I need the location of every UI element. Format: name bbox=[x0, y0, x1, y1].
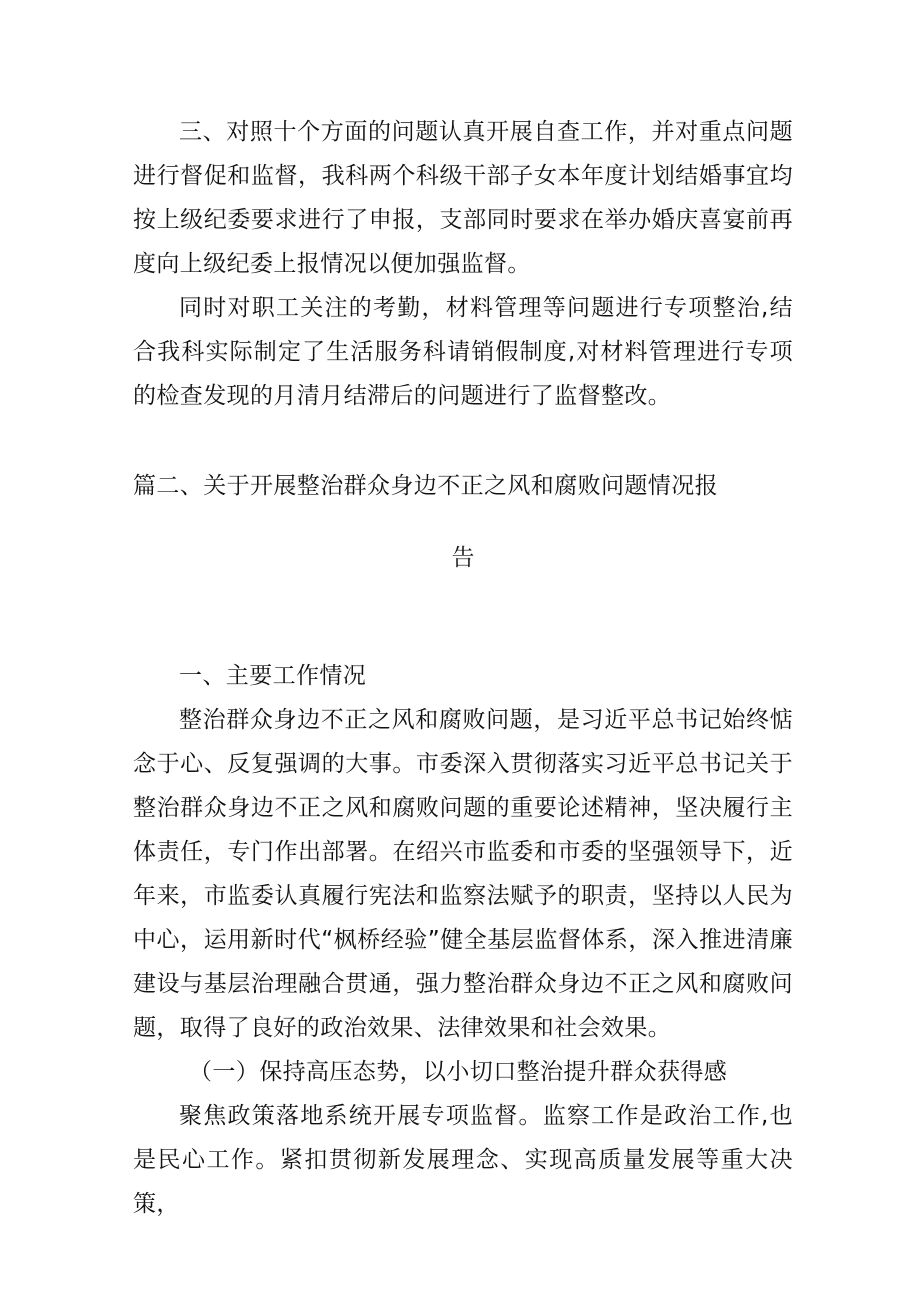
paragraph-self-inspection: 三、对照十个方面的问题认真开展自查工作，并对重点问题进行督促和监督，我科两个科级干部子女本年度计划结婚事宜均按上级纪委要求进行了申报，支部同时要求在举办婚庆喜宴前再度向上级纪委上报情况以便加强监督。 bbox=[133, 119, 793, 277]
section-one-block bbox=[133, 110, 793, 418]
document-title-line-2: 告 bbox=[451, 545, 475, 571]
sub-heading-high-pressure: （一）保持高压态势，以小切口整治提升群众获得感 bbox=[189, 1059, 728, 1085]
section-two-block bbox=[133, 654, 793, 1226]
paragraph-special-rectification: 同时对职工关注的考勤，材料管理等问题进行专项整治,结合我科实际制定了生活服务科请销假制度,对材料管理进行专项的检查发现的月清月结滞后的问题进行了监督整改。 bbox=[133, 295, 793, 409]
section-heading-main-work: 一、主要工作情况 bbox=[179, 663, 367, 689]
document-title-line-1: 篇二、关于开展整治群众身边不正之风和腐败问题情况报 bbox=[133, 473, 718, 499]
paragraph-main-work: 整治群众身边不正之风和腐败问题，是习近平总书记始终惦念于心、反复强调的大事。市委深入贯彻落实习近平总书记关于整治群众身边不正之风和腐败问题的重要论述精神，坚决履行主体责任，专门作出部署。在绍兴市监委和市委的坚强领导下，近年来，市监委认真履行宪法和监察法赋予的职责，坚持以人民为中心，运用新时代“枫桥经验”健全基层监督体系，深入推进清廉建设与基层治理融合贯通，强力整治群众身边不正之风和腐败问题，取得了良好的政治效果、法律效果和社会效果。 bbox=[133, 707, 793, 1041]
paragraph-policy-supervision: 聚焦政策落地系统开展专项监督。监察工作是政治工作,也是民心工作。紧扣贯彻新发展理念、实现高质量发展等重大决策， bbox=[133, 1103, 793, 1217]
